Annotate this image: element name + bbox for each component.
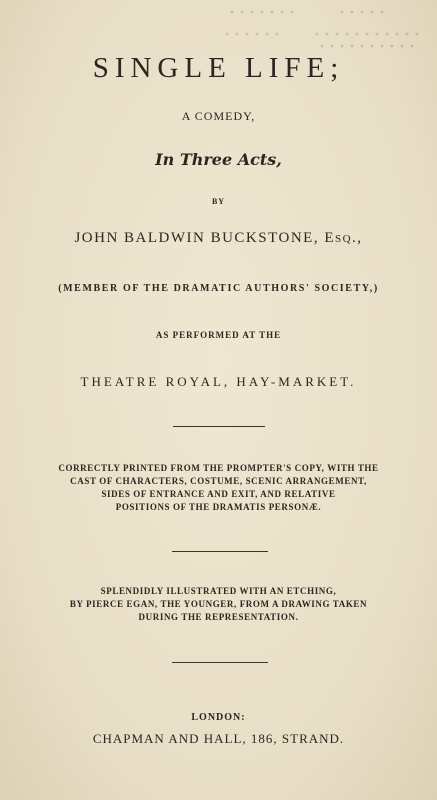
illustration-line: BY PIERCE EGAN, THE YOUNGER, FROM A DRAWING TAKEN: [69, 599, 368, 609]
play-title: SINGLE LIFE;: [92, 52, 345, 84]
divider-rule: [173, 426, 265, 427]
by-line: BY: [211, 197, 226, 206]
author-suffix: Esq.,: [324, 230, 363, 246]
illustration-block: [0, 585, 437, 624]
play-subtitle: A COMEDY,: [181, 109, 256, 123]
membership-line: (MEMBER OF THE DRAMATIC AUTHORS' SOCIETY,): [58, 283, 379, 294]
author-name: JOHN BALDWIN BUCKSTONE,: [74, 230, 325, 246]
description-line: POSITIONS OF THE DRAMATIS PERSONÆ.: [115, 502, 322, 512]
author-line: [0, 230, 437, 247]
imprint-publisher: CHAPMAN AND HALL, 186, STRAND.: [92, 731, 345, 746]
acts-line: In Three Acts,: [155, 150, 282, 169]
illustration-line: DURING THE REPRESENTATION.: [138, 612, 299, 622]
description-line: SIDES OF ENTRANCE AND EXIT, AND RELATIVE: [101, 489, 336, 499]
embossed-stamp-icon: [222, 4, 427, 54]
description-line: CORRECTLY PRINTED FROM THE PROMPTER'S COPY, WITH THE: [58, 463, 379, 473]
description-block: [0, 462, 437, 514]
divider-rule: [172, 551, 268, 552]
imprint-city: LONDON:: [191, 712, 246, 723]
performed-line: AS PERFORMED AT THE: [155, 330, 282, 340]
description-line: CAST OF CHARACTERS, COSTUME, SCENIC ARRANGEMENT,: [70, 476, 367, 486]
divider-rule: [172, 662, 268, 663]
theatre-line: THEATRE ROYAL, HAY-MARKET.: [80, 374, 357, 389]
illustration-line: SPLENDIDLY ILLUSTRATED WITH AN ETCHING,: [100, 586, 337, 596]
